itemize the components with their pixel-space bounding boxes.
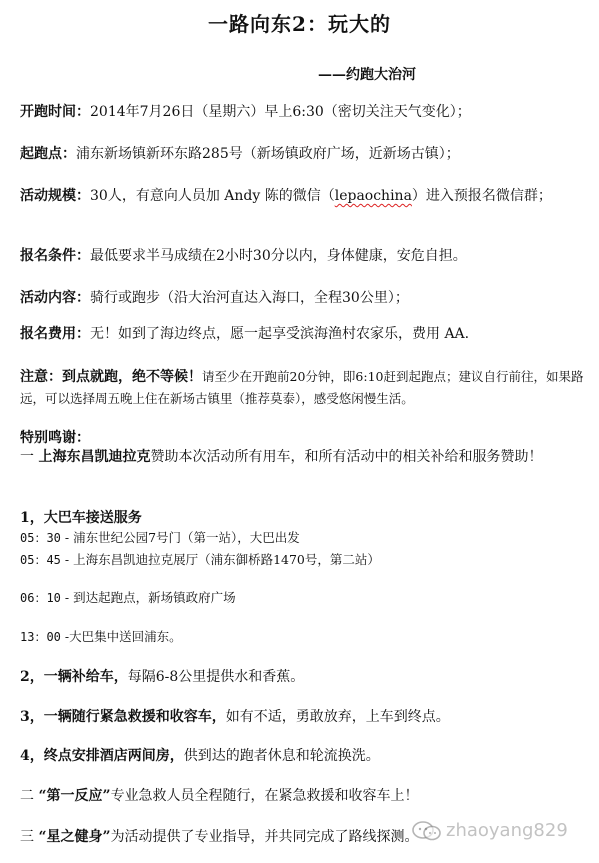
thanks-lead: 一 — [20, 449, 39, 465]
bus-item — [20, 626, 585, 648]
bus-item — [20, 527, 585, 549]
supply-line — [20, 666, 585, 688]
note-text: 请至少在开跑前20分钟，即6:10赶到起跑点；建议自行前往，如果路远，可以选择周五晚上住在新场古镇里（推荐莫泰），感受悠闲慢生活。 — [20, 369, 584, 406]
content-label: 活动内容： — [20, 290, 90, 306]
star-name: “星之健身” — [38, 829, 111, 845]
thanks-text: 赞助本次活动所有用车，和所有活动中的相关补给和服务赞助！ — [150, 449, 543, 465]
bus-item-time: 13：00 — [20, 630, 61, 644]
page-title: 一路向东2：玩大的 — [208, 12, 391, 36]
bus-heading: 1，大巴车接送服务 — [20, 510, 142, 526]
content-text: 骑行或跑步（沿大治河直达入海口，全程30公里）； — [90, 290, 409, 306]
scale-label: 活动规模： — [20, 188, 90, 204]
start-time-label: 开跑时间： — [20, 104, 90, 120]
fee-line — [20, 323, 585, 345]
bus-item-time: 05：45 — [20, 553, 61, 567]
watermark — [412, 820, 592, 860]
bus-item-text: -大巴集中送回浦东。 — [60, 629, 182, 644]
content-line — [20, 287, 585, 309]
supply-text: 每隔6-8公里提供水和香蕉。 — [127, 669, 305, 685]
rescue-line — [20, 706, 585, 728]
hotel-text: 供到达的跑者休息和轮流换洗。 — [183, 748, 380, 764]
note-label: 注意：到点就跑，绝不等候！ — [20, 369, 202, 385]
bus-item-text: - 到达起跑点，新场镇政府广场 — [60, 590, 236, 605]
scale-text-b: ）进入预报名微信群； — [411, 188, 552, 204]
bus-item — [20, 587, 585, 609]
bus-item-time: 05：30 — [20, 531, 61, 545]
conditions-line — [20, 245, 585, 267]
start-point-label: 起跑点： — [20, 146, 76, 162]
rescue-text: 如有不适，勇敢放弃，上车到终点。 — [225, 709, 450, 725]
start-point-text: 浦东新场镇新环东路285号（新场镇政府广场，近新场古镇）； — [76, 146, 460, 162]
conditions-text: 最低要求半马成绩在2小时30分以内，身体健康，安危自担。 — [90, 248, 467, 264]
fee-text: 无！如到了海边终点，愿一起享受滨海渔村农家乐，费用 AA. — [90, 326, 470, 342]
conditions-label: 报名条件： — [20, 248, 90, 264]
first-aid-text: 专业急救人员全程随行，在紧急救援和收容车上！ — [110, 788, 419, 804]
first-aid-line — [20, 785, 585, 807]
scale-text-a: 30人，有意向人员加 Andy 陈的微信（ — [90, 188, 335, 204]
start-time-text: 2014年7月26日（星期六）早上6:30（密切关注天气变化）； — [90, 104, 471, 120]
rescue-heading: 3，一辆随行紧急救援和收容车， — [20, 709, 226, 725]
star-text: 为活动提供了专业指导，并共同完成了路线探测。 — [110, 829, 419, 845]
thanks-heading: 特别鸣谢： — [20, 430, 90, 446]
wechat-id: lepaochina — [334, 188, 412, 204]
first-aid-name: “第一反应” — [38, 788, 111, 804]
bus-item — [20, 549, 585, 571]
hotel-heading: 4，终点安排酒店两间房， — [20, 748, 184, 764]
supply-heading: 2，一辆补给车， — [20, 669, 128, 685]
watermark-text: zhaoyang829 — [446, 820, 568, 841]
start-time-line — [20, 101, 585, 123]
start-point-line — [20, 143, 585, 165]
scale-paragraph — [20, 185, 585, 207]
sponsor-name: 上海东昌凯迪拉克 — [38, 449, 151, 465]
bus-item-text: - 浦东世纪公园7号门（第一站），大巴出发 — [60, 530, 300, 545]
thanks-paragraph — [20, 446, 585, 468]
star-lead: 三 — [20, 829, 39, 845]
fee-label: 报名费用： — [20, 326, 90, 342]
page-subtitle: ——约跑大治河 — [318, 67, 416, 83]
note-paragraph — [20, 366, 585, 410]
bus-item-time: 06：10 — [20, 591, 61, 605]
bus-item-text: - 上海东昌凯迪拉克展厅（浦东御桥路1470号，第二站） — [60, 552, 380, 567]
hotel-line — [20, 745, 585, 767]
wechat-icon — [412, 820, 442, 842]
first-aid-lead: 二 — [20, 788, 39, 804]
